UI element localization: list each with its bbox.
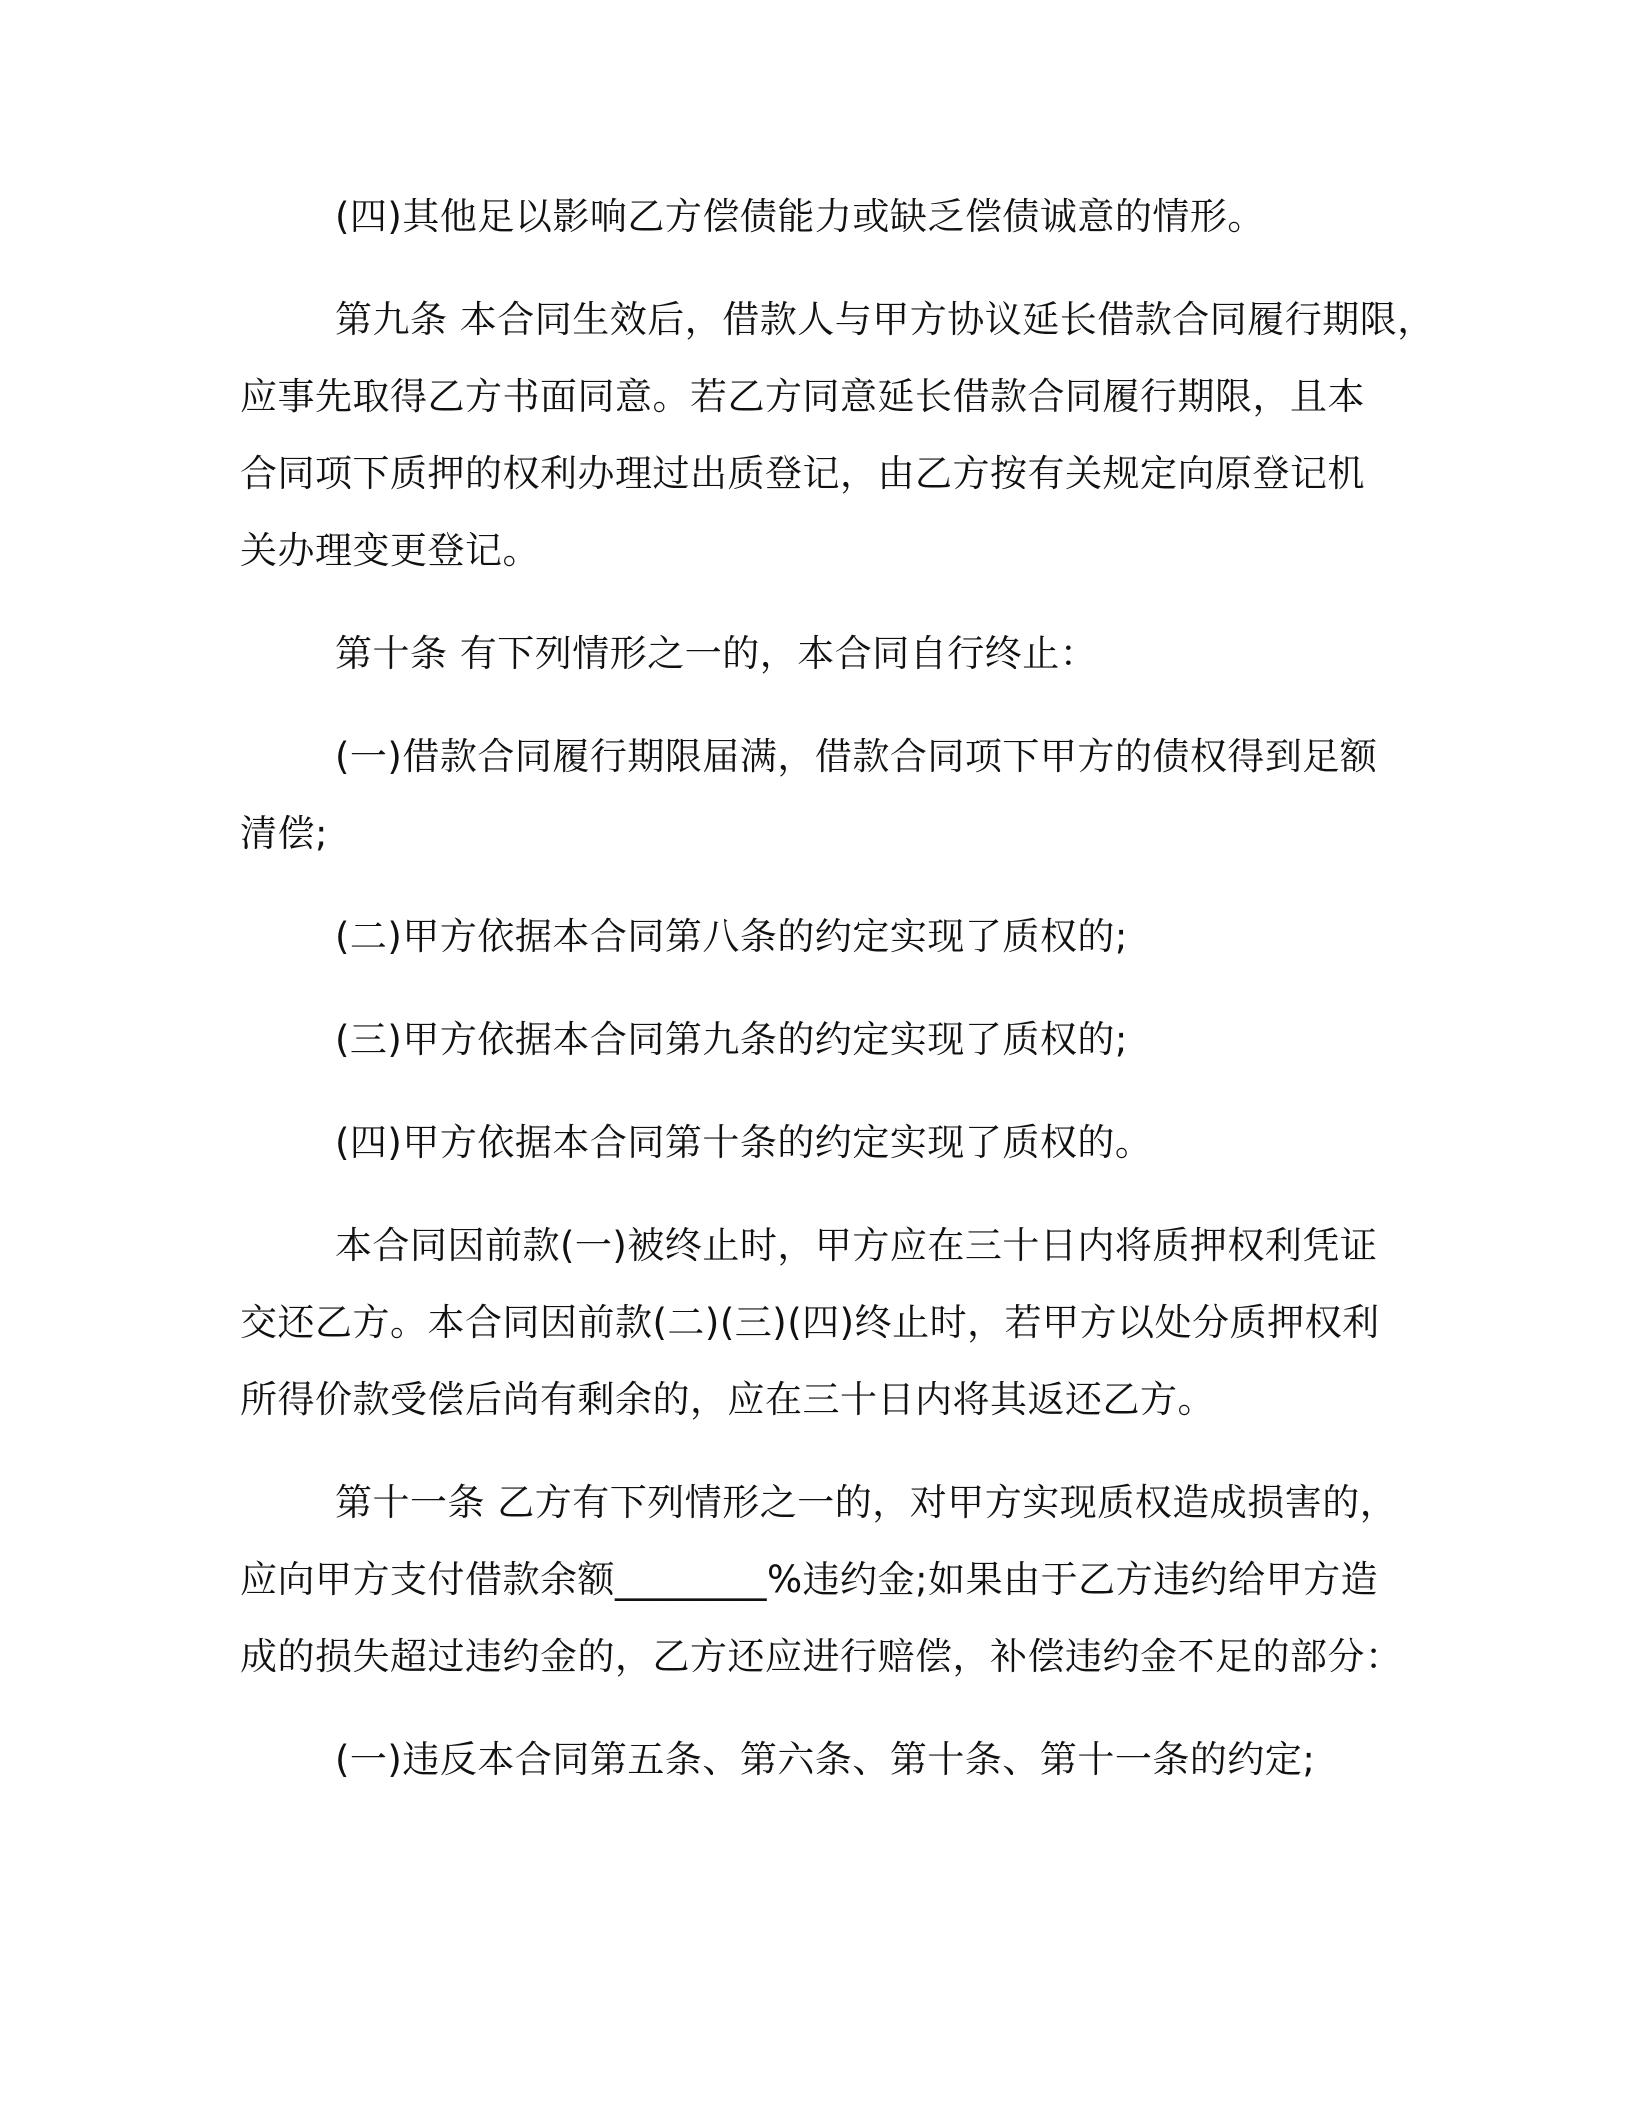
- clause-11-line-3: 成的损失超过违约金的，乙方还应进行赔偿，补偿违约金不足的部分：: [240, 1635, 1403, 1678]
- termination-para-line-2: 交还乙方。本合同因前款(二)(三)(四)终止时，若甲方以处分质押权利: [240, 1301, 1380, 1344]
- clause-10-heading: 第十条 有下列情形之一的，本合同自行终止：: [335, 632, 1098, 675]
- clause-11-line-1: 第十一条 乙方有下列情形之一的，对甲方实现质权造成损害的，: [335, 1481, 1398, 1524]
- clause-8-item-4: (四)其他足以影响乙方偿债能力或缺乏偿债诚意的情形。: [335, 195, 1265, 238]
- clause-9-line-3: 合同项下质押的权利办理过出质登记，由乙方按有关规定向原登记机: [240, 452, 1365, 495]
- clause-9-line-4: 关办理变更登记。: [240, 529, 540, 572]
- clause-9-line-1: 第九条 本合同生效后，借款人与甲方协议延长借款合同履行期限，: [335, 298, 1435, 341]
- termination-para-line-3: 所得价款受偿后尚有剩余的，应在三十日内将其返还乙方。: [240, 1378, 1215, 1421]
- clause-11-line-2: 应向甲方支付借款余额________%违约金;如果由于乙方违约给甲方造: [240, 1558, 1379, 1601]
- termination-para-line-1: 本合同因前款(一)被终止时，甲方应在三十日内将质押权利凭证: [335, 1224, 1378, 1267]
- clause-11-item-1: (一)违反本合同第五条、第六条、第十条、第十一条的约定;: [335, 1738, 1316, 1781]
- clause-10-item-3: (三)甲方依据本合同第九条的约定实现了质权的;: [335, 1018, 1128, 1061]
- clause-10-item-2: (二)甲方依据本合同第八条的约定实现了质权的;: [335, 915, 1128, 958]
- clause-10-item-1-line-2: 清偿;: [240, 812, 328, 855]
- clause-9-line-2: 应事先取得乙方书面同意。若乙方同意延长借款合同履行期限，且本: [240, 375, 1365, 418]
- clause-10-item-1-line-1: (一)借款合同履行期限届满，借款合同项下甲方的债权得到足额: [335, 735, 1378, 778]
- clause-10-item-4: (四)甲方依据本合同第十条的约定实现了质权的。: [335, 1121, 1153, 1164]
